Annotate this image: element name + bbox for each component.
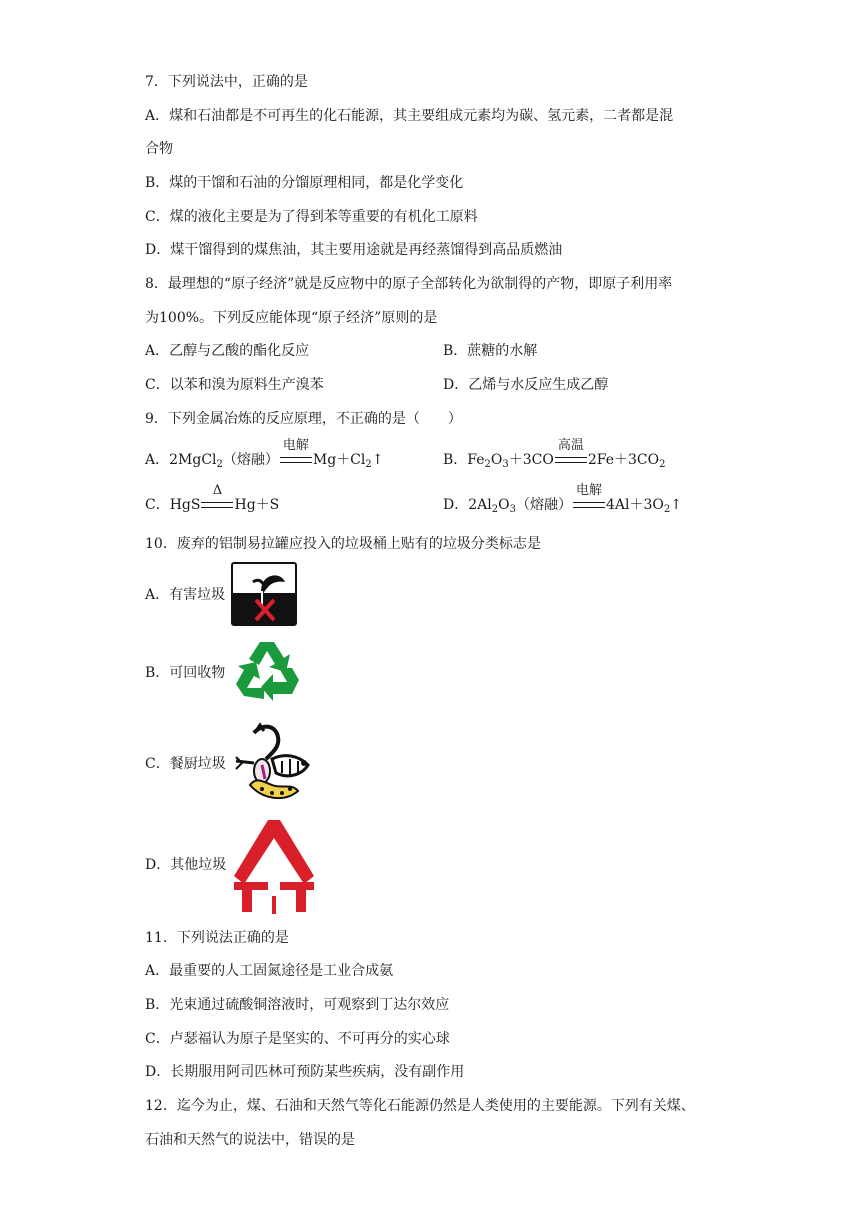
kitchen-waste-icon (232, 719, 314, 807)
q9-b-reactant: B．Fe (443, 452, 485, 468)
q11-option-c: C．卢瑟福认为原子是坚实的、不可再分的实心球 (145, 1031, 450, 1047)
q9-d-reactant: D．2Al (443, 497, 492, 513)
q8-stem-line1: 8．最理想的“原子经济”就是反应物中的原子全部转化为欲制得的产物，即原子利用率 (145, 276, 673, 292)
q9-d-gas-arrow: ↑ (670, 497, 682, 513)
q9-a-product-sub: 2 (365, 459, 372, 470)
q10-option-c: C．餐厨垃圾 (145, 756, 226, 772)
q9-d-condition-text: 电解 (575, 483, 602, 498)
q9-d-sub1: 2 (491, 504, 499, 515)
q11-stem: 11．下列说法正确的是 (145, 930, 289, 946)
q8-option-c: C．以苯和溴为原料生产溴苯 (145, 377, 324, 393)
q11-option-d: D．长期服用阿司匹林可预防某些疾病，没有副作用 (145, 1064, 465, 1080)
q7-stem: 7．下列说法中，正确的是 (145, 74, 308, 90)
q7-option-d: D．煤干馏得到的煤焦油，其主要用途就是再经蒸馏得到高品质燃油 (145, 242, 563, 258)
q9-a-product: Mg＋Cl (312, 452, 366, 468)
q9-b-sub1: 2 (484, 459, 491, 470)
q9-d-oxygen: O (498, 497, 510, 513)
q10-stem: 10．废弃的铝制易拉罐应投入的垃圾桶上贴有的垃圾分类标志是 (145, 536, 541, 552)
q9-option-a (145, 438, 384, 475)
q9-a-condition (280, 438, 312, 470)
q9-a-state: （熔融） (222, 452, 279, 468)
hazardous-waste-icon (231, 562, 297, 626)
q8-option-a: A．乙醇与乙酸的酯化反应 (145, 343, 310, 359)
q12-stem-line1: 12．迄今为止，煤、石油和天然气等化石能源仍然是人类使用的主要能源。下列有关煤、 (145, 1098, 695, 1114)
q9-option-d (443, 483, 682, 520)
q9-a-reactant: A．2MgCl (145, 452, 217, 468)
q10-option-d: D．其他垃圾 (145, 857, 227, 873)
q10-option-a: A．有害垃圾 (145, 587, 226, 603)
q9-c-condition-text: Δ (212, 483, 223, 498)
q8-option-b: B．蔗糖的水解 (443, 343, 538, 359)
q9-c-reactant: C．HgS (145, 497, 201, 513)
q11-option-a: A．最重要的人工固氮途径是工业合成氨 (145, 963, 394, 979)
q7-option-a-line1: A．煤和石油都是不可再生的化石能源，其主要组成元素均为碳、氢元素，二者都是混 (145, 108, 674, 124)
q9-option-b (443, 438, 666, 475)
q9-d-condition (573, 483, 605, 515)
q9-a-gas-arrow: ↑ (371, 452, 384, 468)
q9-d-product: 4Al＋3O (605, 497, 664, 513)
q9-b-oxygen: O (490, 452, 503, 468)
other-waste-icon (232, 818, 316, 914)
q9-c-product: Hg＋S (234, 497, 280, 513)
q9-b-reactant2: ＋3CO (508, 452, 554, 468)
q9-c-condition (201, 483, 233, 515)
q9-d-state: （熔融） (515, 497, 572, 513)
q7-option-b: B．煤的干馏和石油的分馏原理相同，都是化学变化 (145, 175, 464, 191)
q11-option-b: B．光束通过硫酸铜溶液时，可观察到丁达尔效应 (145, 997, 450, 1013)
q7-option-a-line2: 合物 (145, 141, 173, 157)
q9-b-product-sub: 2 (659, 459, 666, 470)
q9-b-condition-text: 高温 (557, 438, 584, 453)
q9-option-c (145, 483, 280, 515)
q9-d-sub2: 3 (509, 504, 516, 515)
q7-option-c: C．煤的液化主要是为了得到苯等重要的有机化工原料 (145, 209, 478, 225)
q9-b-condition (555, 438, 587, 470)
q9-b-product: 2Fe＋3CO (587, 452, 660, 468)
q8-stem-line2: 为100%。下列反应能体现“原子经济”原则的是 (145, 310, 438, 326)
q9-d-product-sub: 2 (663, 504, 671, 515)
q9-a-condition-text: 电解 (282, 438, 309, 453)
q9-stem: 9．下列金属冶炼的反应原理，不正确的是（ ） (145, 411, 462, 427)
recycle-icon (232, 638, 302, 704)
q8-option-d: D．乙烯与水反应生成乙醇 (443, 377, 609, 393)
q12-stem-line2: 石油和天然气的说法中，错误的是 (145, 1132, 355, 1148)
q10-option-b: B．可回收物 (145, 665, 226, 681)
q9-b-sub2: 3 (502, 459, 509, 470)
q9-a-sub: 2 (216, 459, 223, 470)
